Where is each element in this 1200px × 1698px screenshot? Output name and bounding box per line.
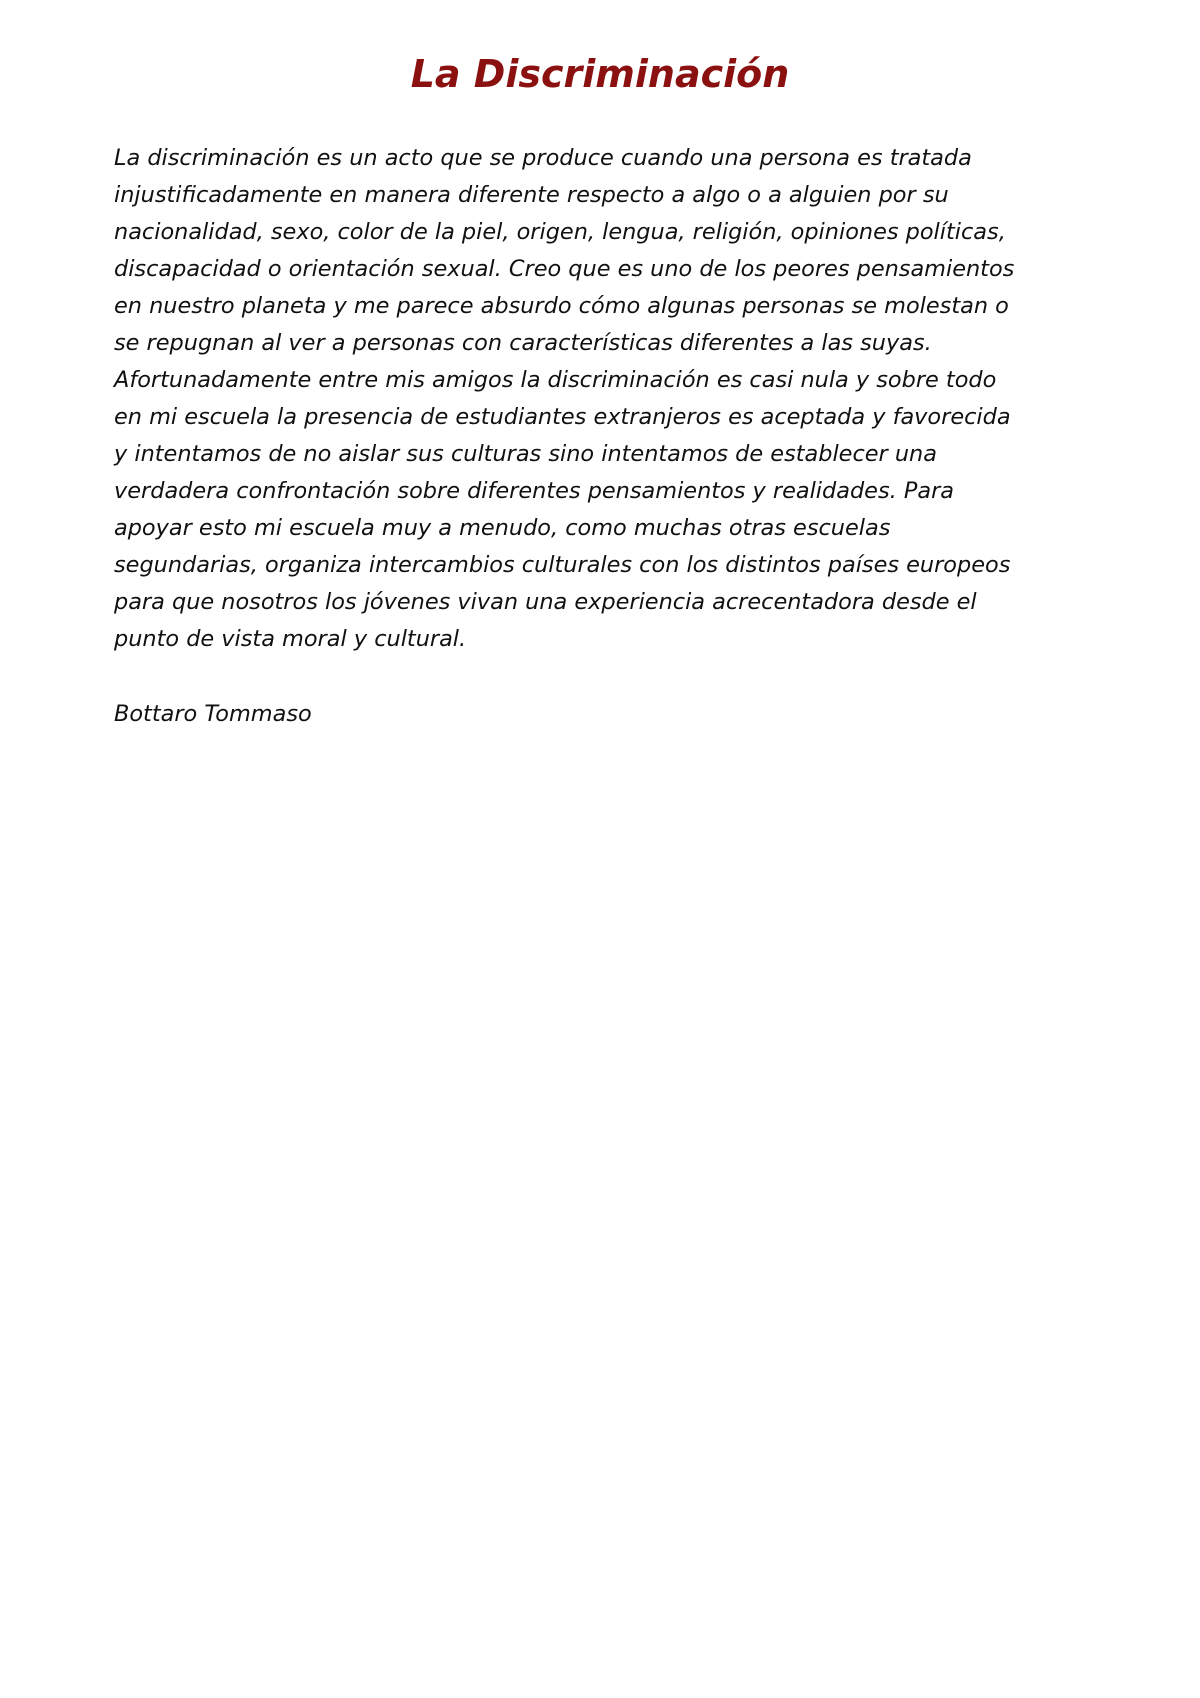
body-line: segundarias, organiza intercambios culturales con los distintos países europeos <box>114 552 1011 578</box>
body-line: verdadera confrontación sobre diferentes pensamientos y realidades. Para <box>114 478 954 504</box>
body-line: discapacidad o orientación sexual. Creo que es uno de los peores pensamientos <box>114 256 1015 282</box>
body-line: y intentamos de no aislar sus culturas sino intentamos de establecer una <box>114 441 937 467</box>
body-line: se repugnan al ver a personas con características diferentes a las suyas. <box>114 330 932 356</box>
body-line: para que nosotros los jóvenes vivan una experiencia acrecentadora desde el <box>114 589 977 615</box>
body-line: punto de vista moral y cultural. <box>114 626 467 652</box>
body-line: nacionalidad, sexo, color de la piel, origen, lengua, religión, opiniones políticas, <box>114 219 1006 245</box>
body-line: apoyar esto mi escuela muy a menudo, como muchas otras escuelas <box>114 515 891 541</box>
document-title: La Discriminación <box>410 52 790 96</box>
body-line: injustificadamente en manera diferente respecto a algo o a alguien por su <box>114 182 949 208</box>
body-line: en nuestro planeta y me parece absurdo cómo algunas personas se molestan o <box>114 293 1009 319</box>
body-line: Afortunadamente entre mis amigos la discriminación es casi nula y sobre todo <box>114 367 997 393</box>
body-line: La discriminación es un acto que se produce cuando una persona es tratada <box>114 145 972 171</box>
document-body <box>114 140 1104 658</box>
body-line: en mi escuela la presencia de estudiantes extranjeros es aceptada y favorecida <box>114 404 1011 430</box>
author-signature: Bottaro Tommaso <box>114 701 312 727</box>
